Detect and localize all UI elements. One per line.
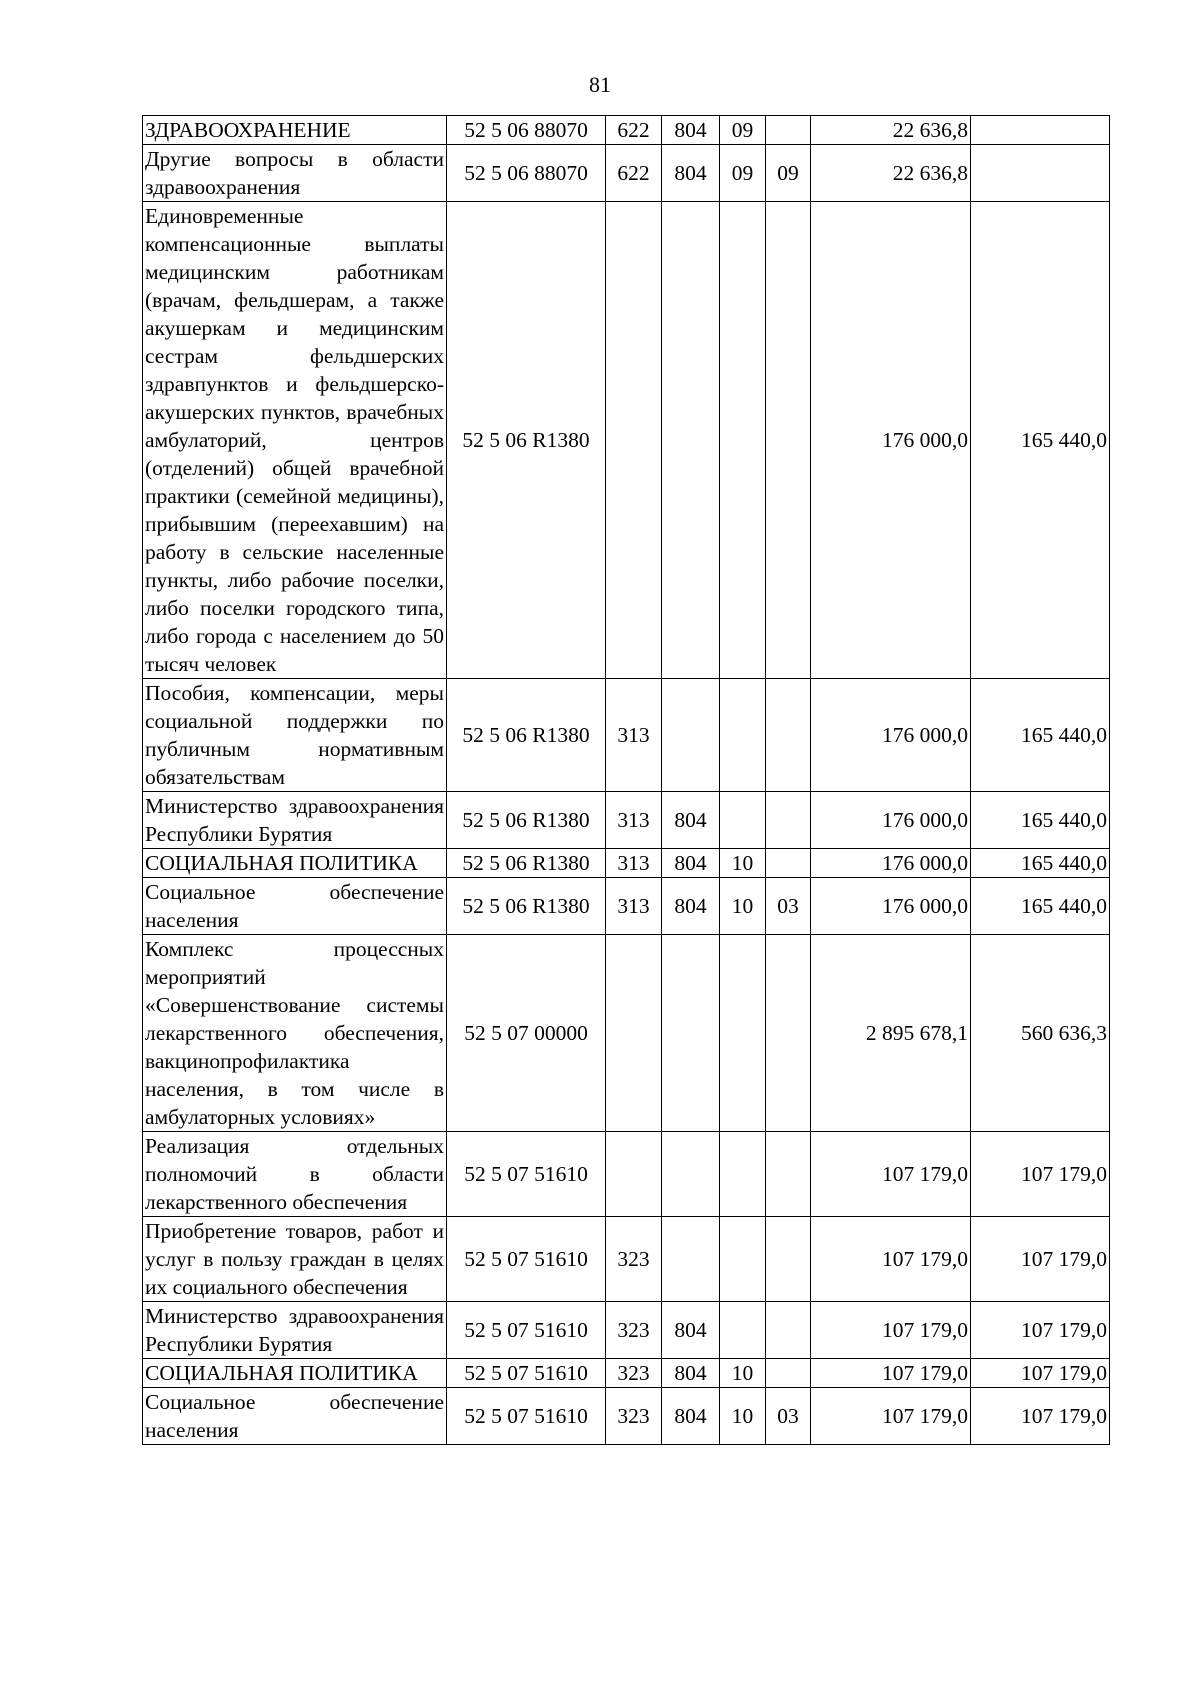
subsection-cell: 03	[766, 878, 811, 935]
table-row	[143, 145, 1110, 202]
subsection-cell	[766, 1217, 811, 1302]
subsection-cell: 09	[766, 145, 811, 202]
row-name-cell: Реализация отдельных полномочий в области лекарственного обеспечения	[143, 1132, 447, 1217]
expense-type-cell: 313	[606, 679, 662, 792]
administrator-code-cell	[662, 935, 720, 1132]
administrator-code-cell: 804	[662, 792, 720, 849]
administrator-code-cell	[662, 1132, 720, 1217]
target-code-cell: 52 5 06 R1380	[447, 679, 606, 792]
amount-year1-cell: 107 179,0	[811, 1302, 971, 1359]
administrator-code-cell: 804	[662, 1359, 720, 1388]
section-cell	[720, 935, 766, 1132]
subsection-cell	[766, 935, 811, 1132]
row-name-cell: СОЦИАЛЬНАЯ ПОЛИТИКА	[143, 1359, 447, 1388]
row-name-cell: Министерство здравоохранения Республики Бурятия	[143, 1302, 447, 1359]
section-cell: 10	[720, 849, 766, 878]
expense-type-cell: 622	[606, 116, 662, 145]
expense-type-cell	[606, 202, 662, 679]
target-code-cell: 52 5 07 51610	[447, 1359, 606, 1388]
amount-year2-cell: 107 179,0	[971, 1359, 1110, 1388]
row-name-cell: СОЦИАЛЬНАЯ ПОЛИТИКА	[143, 849, 447, 878]
page-number: 81	[589, 72, 611, 97]
row-name-cell: Приобретение товаров, работ и услуг в пользу граждан в целях их социального обеспечения	[143, 1217, 447, 1302]
expense-type-cell: 622	[606, 145, 662, 202]
amount-year2-cell	[971, 116, 1110, 145]
amount-year1-cell: 176 000,0	[811, 202, 971, 679]
table-row	[143, 1388, 1110, 1445]
target-code-cell: 52 5 07 51610	[447, 1217, 606, 1302]
target-code-cell: 52 5 06 R1380	[447, 792, 606, 849]
administrator-code-cell: 804	[662, 1388, 720, 1445]
expense-type-cell: 313	[606, 792, 662, 849]
table-row	[143, 792, 1110, 849]
subsection-cell	[766, 792, 811, 849]
subsection-cell	[766, 116, 811, 145]
section-cell	[720, 202, 766, 679]
target-code-cell: 52 5 06 R1380	[447, 878, 606, 935]
administrator-code-cell: 804	[662, 878, 720, 935]
row-name-cell: Единовременные компенсационные выплаты медицинским работникам (врачам, фельдшерам, а также акушеркам и медицинским сестрам фельдшерских здравпунктов и фельдшерско-акушерских пунктов, врачебных амбулаторий, центров (отделений) общей врачебной практики (семейной медицины), прибывшим (переехавшим) на работу в сельские населенные пункты, либо рабочие поселки, либо поселки городского типа, либо города с населением до 50 тысяч человек	[143, 202, 447, 679]
amount-year2-cell: 107 179,0	[971, 1132, 1110, 1217]
administrator-code-cell	[662, 202, 720, 679]
amount-year2-cell: 107 179,0	[971, 1217, 1110, 1302]
subsection-cell	[766, 1302, 811, 1359]
section-cell	[720, 1132, 766, 1217]
amount-year2-cell: 165 440,0	[971, 679, 1110, 792]
amount-year2-cell: 165 440,0	[971, 792, 1110, 849]
row-name-cell: Социальное обеспечение населения	[143, 878, 447, 935]
amount-year1-cell: 2 895 678,1	[811, 935, 971, 1132]
expense-type-cell: 323	[606, 1388, 662, 1445]
row-name-cell: Пособия, компенсации, меры социальной поддержки по публичным нормативным обязательствам	[143, 679, 447, 792]
expense-type-cell	[606, 1132, 662, 1217]
expense-type-cell: 323	[606, 1217, 662, 1302]
row-name-cell: Социальное обеспечение населения	[143, 1388, 447, 1445]
expense-type-cell: 323	[606, 1302, 662, 1359]
table-row	[143, 1359, 1110, 1388]
amount-year2-cell: 107 179,0	[971, 1302, 1110, 1359]
section-cell: 09	[720, 116, 766, 145]
section-cell: 10	[720, 1388, 766, 1445]
section-cell: 10	[720, 1359, 766, 1388]
amount-year2-cell: 165 440,0	[971, 202, 1110, 679]
amount-year1-cell: 107 179,0	[811, 1359, 971, 1388]
section-cell	[720, 792, 766, 849]
target-code-cell: 52 5 06 88070	[447, 145, 606, 202]
subsection-cell: 03	[766, 1388, 811, 1445]
table-row	[143, 878, 1110, 935]
amount-year2-cell: 165 440,0	[971, 849, 1110, 878]
table-row	[143, 1217, 1110, 1302]
amount-year1-cell: 22 636,8	[811, 145, 971, 202]
section-cell: 09	[720, 145, 766, 202]
amount-year2-cell: 165 440,0	[971, 878, 1110, 935]
subsection-cell	[766, 849, 811, 878]
administrator-code-cell: 804	[662, 145, 720, 202]
administrator-code-cell	[662, 1217, 720, 1302]
target-code-cell: 52 5 07 51610	[447, 1302, 606, 1359]
amount-year1-cell: 107 179,0	[811, 1132, 971, 1217]
subsection-cell	[766, 679, 811, 792]
amount-year1-cell: 107 179,0	[811, 1388, 971, 1445]
section-cell	[720, 1302, 766, 1359]
section-cell	[720, 679, 766, 792]
target-code-cell: 52 5 07 51610	[447, 1388, 606, 1445]
section-cell: 10	[720, 878, 766, 935]
target-code-cell: 52 5 06 88070	[447, 116, 606, 145]
target-code-cell: 52 5 07 51610	[447, 1132, 606, 1217]
row-name-cell: ЗДРАВООХРАНЕНИЕ	[143, 116, 447, 145]
budget-table-body	[143, 116, 1110, 1445]
subsection-cell	[766, 1359, 811, 1388]
subsection-cell	[766, 1132, 811, 1217]
table-row	[143, 849, 1110, 878]
target-code-cell: 52 5 07 00000	[447, 935, 606, 1132]
table-row	[143, 1302, 1110, 1359]
administrator-code-cell	[662, 679, 720, 792]
table-row	[143, 116, 1110, 145]
amount-year2-cell	[971, 145, 1110, 202]
amount-year1-cell: 176 000,0	[811, 679, 971, 792]
expense-type-cell: 323	[606, 1359, 662, 1388]
expense-type-cell: 313	[606, 878, 662, 935]
amount-year1-cell: 176 000,0	[811, 878, 971, 935]
target-code-cell: 52 5 06 R1380	[447, 849, 606, 878]
amount-year2-cell: 107 179,0	[971, 1388, 1110, 1445]
amount-year1-cell: 107 179,0	[811, 1217, 971, 1302]
row-name-cell: Комплекс процессных мероприятий «Совершенствование системы лекарственного обеспечения, вакцинопрофилактика населения, в том числе в амбулаторных условиях»	[143, 935, 447, 1132]
subsection-cell	[766, 202, 811, 679]
target-code-cell: 52 5 06 R1380	[447, 202, 606, 679]
section-cell	[720, 1217, 766, 1302]
administrator-code-cell: 804	[662, 116, 720, 145]
row-name-cell: Министерство здравоохранения Республики Бурятия	[143, 792, 447, 849]
amount-year2-cell: 560 636,3	[971, 935, 1110, 1132]
table-row	[143, 1132, 1110, 1217]
budget-table	[142, 115, 1110, 1445]
amount-year1-cell: 176 000,0	[811, 792, 971, 849]
table-row	[143, 202, 1110, 679]
table-row	[143, 935, 1110, 1132]
administrator-code-cell: 804	[662, 1302, 720, 1359]
table-row	[143, 679, 1110, 792]
amount-year1-cell: 176 000,0	[811, 849, 971, 878]
administrator-code-cell: 804	[662, 849, 720, 878]
amount-year1-cell: 22 636,8	[811, 116, 971, 145]
expense-type-cell: 313	[606, 849, 662, 878]
row-name-cell: Другие вопросы в области здравоохранения	[143, 145, 447, 202]
expense-type-cell	[606, 935, 662, 1132]
